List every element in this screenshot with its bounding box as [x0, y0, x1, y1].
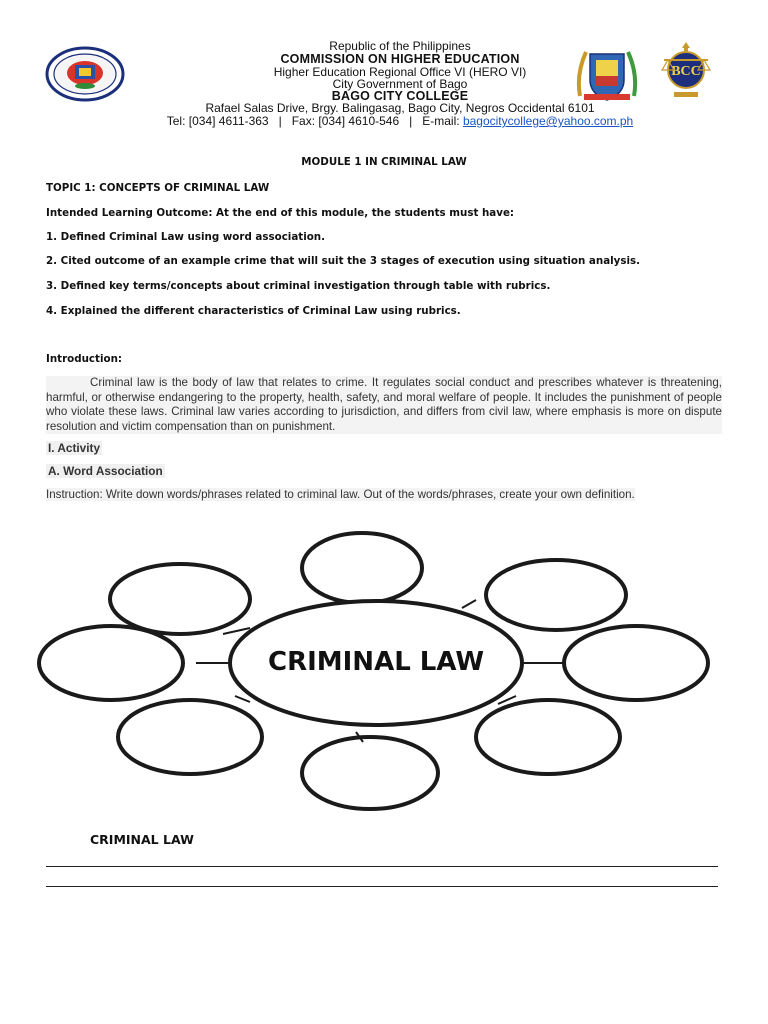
svg-text:BCC: BCC — [671, 64, 701, 79]
word-bubble-upper-right — [486, 560, 626, 630]
definition-label: CRIMINAL LAW — [90, 832, 194, 847]
regional-office-line: Higher Education Regional Office VI (HERO VI) — [273, 65, 527, 79]
answer-line[interactable] — [46, 886, 718, 887]
word-association-heading: A. Word Association — [48, 464, 163, 478]
module-title: MODULE 1 IN CRIMINAL LAW — [301, 156, 467, 168]
activity-heading: I. Activity — [48, 441, 101, 455]
outcome-item: 3. Defined key terms/concepts about criminal investigation through table with rubrics. — [46, 280, 551, 292]
word-bubble-right — [564, 626, 708, 700]
word-bubble-left — [39, 626, 183, 700]
word-bubble-bottom — [302, 737, 438, 809]
outcome-item: 4. Explained the different characteristics of Criminal Law using rubrics. — [46, 305, 461, 317]
connector-line — [462, 600, 476, 608]
outcome-item: 1. Defined Criminal Law using word association. — [46, 231, 326, 243]
word-bubble-top — [302, 533, 422, 603]
word-association-diagram — [36, 516, 742, 816]
college-name: BAGO CITY COLLEGE — [331, 89, 469, 103]
center-label: CRIMINAL LAW — [267, 647, 485, 677]
word-bubble-lower-right — [476, 700, 620, 774]
activity-instruction: Instruction: Write down words/phrases related to criminal law. Out of the words/phrases, create your own definition. — [46, 488, 635, 501]
word-bubble-upper-left — [110, 564, 250, 634]
contact-line — [120, 115, 680, 128]
learning-outcome-intro: Intended Learning Outcome: At the end of this module, the students must have: — [46, 207, 515, 219]
word-bubble-lower-left — [118, 700, 262, 774]
republic-line: Republic of the Philippines — [329, 39, 471, 53]
city-of-bago-seal-icon — [44, 46, 126, 102]
email-link[interactable]: bagocitycollege@yahoo.com.ph — [462, 114, 634, 128]
answer-line[interactable] — [46, 866, 718, 867]
city-government-line: City Government of Bago — [332, 77, 468, 91]
topic-heading: TOPIC 1: CONCEPTS OF CRIMINAL LAW — [46, 182, 270, 194]
outcome-item: 2. Cited outcome of an example crime that will suit the 3 stages of execution using situation analysis. — [46, 255, 641, 267]
introduction-paragraph: Criminal law is the body of law that relates to crime. It regulates social conduct and prescribes whatever is threatening, harmful, or otherwise endangering to the property, health, safety, and moral welfare of people. It includes the punishment of people who violate these laws. Criminal law varies according to jurisdiction, and differs from civil law, where emphasis is more on dispute resolution and victim compensation than on punishment. — [46, 376, 722, 433]
introduction-heading: Introduction: — [46, 353, 123, 365]
address-line: Rafael Salas Drive, Brgy. Balingasag, Bago City, Negros Occidental 6101 — [205, 101, 595, 115]
connector-line — [235, 696, 250, 702]
contact-text: Tel: [034] 4611-363 | Fax: [034] 4610-546 | E-mail: — [166, 114, 463, 128]
commission-line: COMMISSION ON HIGHER EDUCATION — [280, 52, 520, 66]
